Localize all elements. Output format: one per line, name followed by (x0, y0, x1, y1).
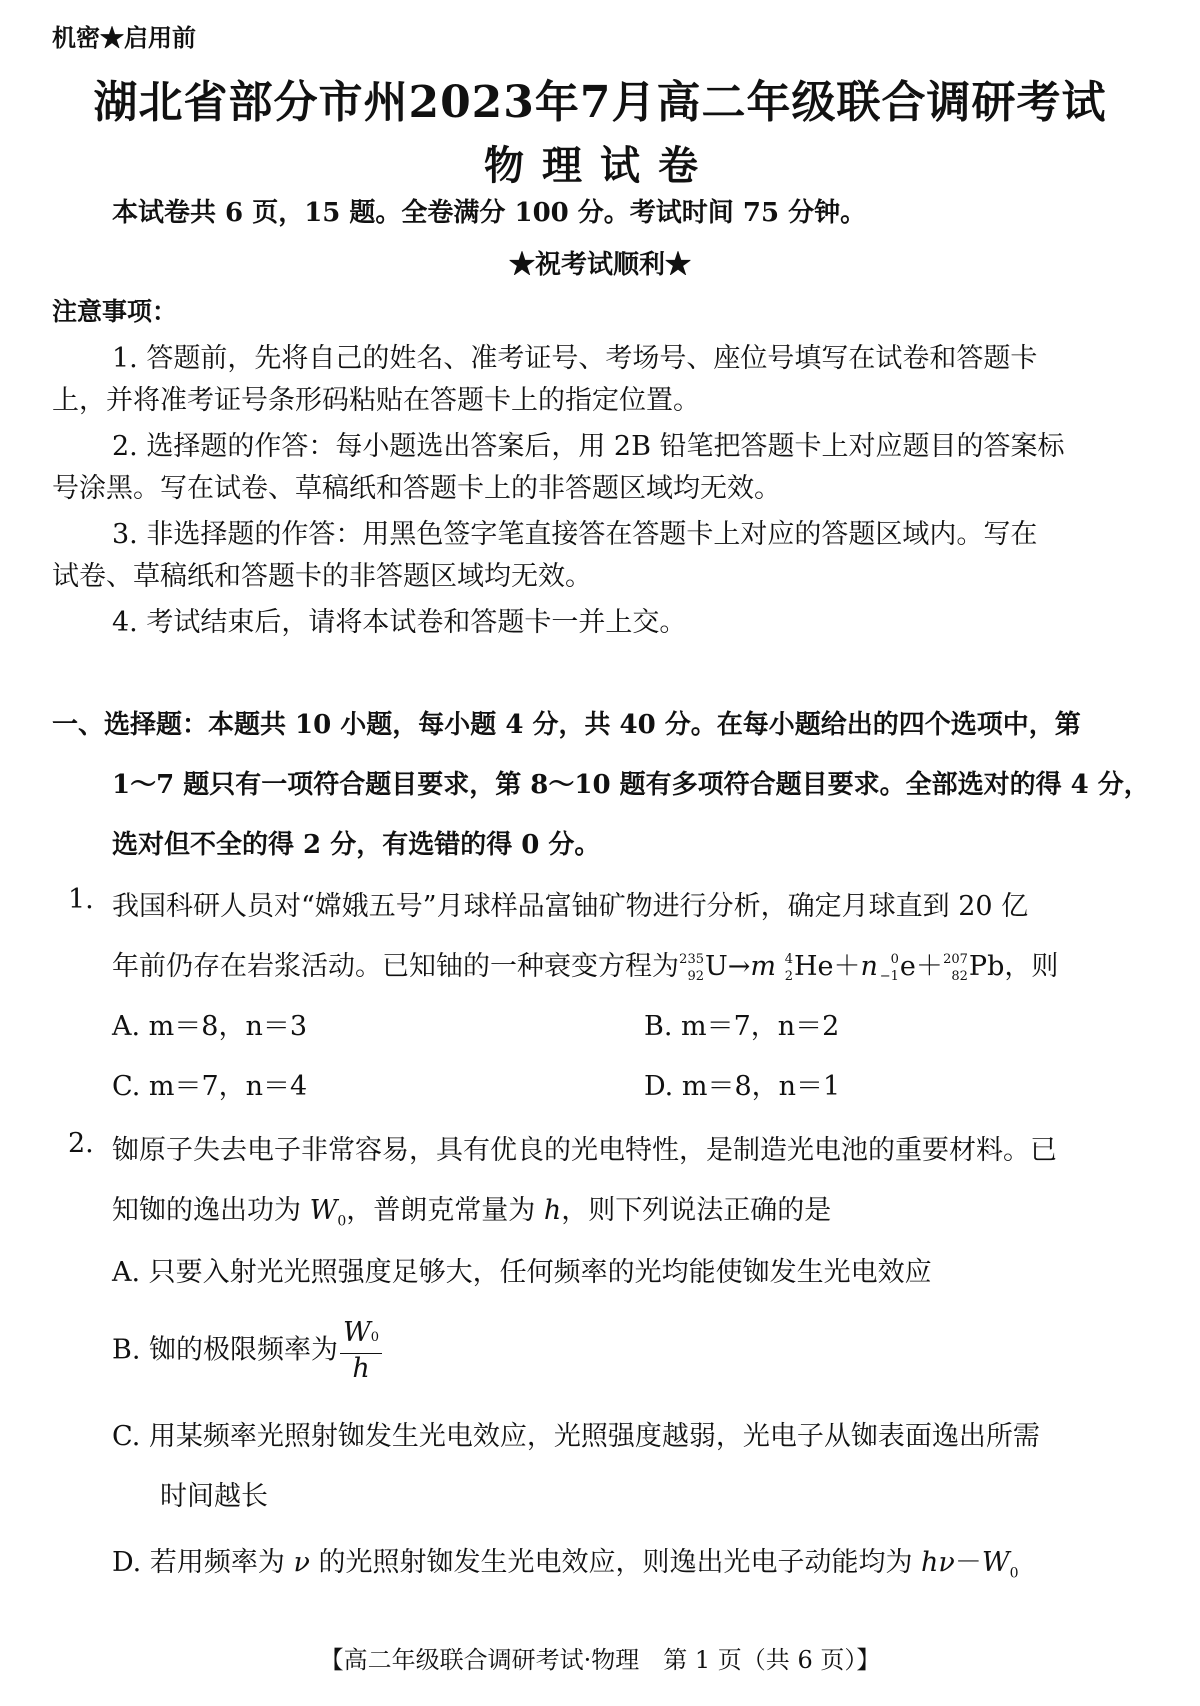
q1-option-a: A. m＝8，n＝3 (112, 1011, 308, 1042)
he-symbol: He (794, 951, 834, 982)
w-symbol: W (309, 1195, 338, 1226)
pb-symbol: Pb (968, 951, 1005, 982)
minus-sign: － (954, 1547, 982, 1578)
nu-symbol: ν (293, 1547, 310, 1578)
threshold-frequency-fraction (340, 1318, 382, 1384)
q2-number: 2. (68, 1128, 94, 1159)
exam-info: 本试卷共 6 页，15 题。全卷满分 100 分。考试时间 75 分钟。 (112, 198, 867, 228)
section1-line-1: 一、选择题：本题共 10 小题，每小题 4 分，共 40 分。在每小题给出的四个选项中，第 (52, 710, 1081, 740)
q1-line-2-text: 年前仍存在岩浆活动。已知铀的一种衰变方程为 (112, 951, 679, 982)
q1-line-2 (112, 944, 1058, 983)
h-nu-expr: hν (921, 1547, 955, 1578)
fraction-numerator (340, 1318, 382, 1354)
fraction-w-sub: 0 (370, 1330, 380, 1345)
q2-option-b-text: B. 铷的极限频率为 (112, 1334, 339, 1366)
q2-option-a: A. 只要入射光光照强度足够大，任何频率的光均能使铷发生光电效应 (112, 1257, 932, 1288)
pb-mass: 207 (943, 951, 968, 967)
q2-option-b (112, 1318, 384, 1384)
confidential-label: 机密★启用前 (52, 23, 196, 52)
exam-subtitle: 物理试卷 (484, 142, 716, 189)
section1-line-2: 1～7 题只有一项符合题目要求，第 8～10 题有多项符合题目要求。全部选对的得 4 分， (112, 770, 1150, 800)
q1-line-1: 我国科研人员对“嫦娥五号”月球样品富铀矿物进行分析，确定月球直到 20 亿 (112, 891, 1029, 922)
q2-line-1: 铷原子失去电子非常容易，具有优良的光电特性，是制造光电池的重要材料。已 (112, 1135, 1057, 1166)
q1-option-c: C. m＝7，n＝4 (112, 1071, 308, 1102)
pb-z: 82 (951, 968, 968, 984)
q2-line-2 (112, 1188, 831, 1229)
u-symbol: U (705, 951, 728, 982)
d-w-symbol: W (981, 1547, 1010, 1578)
notice-title: 注意事项： (52, 297, 178, 326)
notice-line-6: 试卷、草稿纸和答题卡的非答题区域均无效。 (52, 561, 592, 592)
q2-line-2a: 知铷的逸出功为 (112, 1195, 310, 1226)
q1-option-b: B. m＝7，n＝2 (644, 1011, 840, 1042)
uranium-nuclide (679, 953, 705, 983)
e-mass: 0 (890, 951, 899, 967)
notice-line-4: 号涂黑。写在试卷、草稿纸和答题卡上的非答题区域均无效。 (52, 473, 781, 504)
plus-1: ＋ (833, 951, 861, 982)
notice-line-7: 4. 考试结束后，请将本试卷和答题卡一并上交。 (112, 607, 687, 638)
w-subscript: 0 (337, 1213, 347, 1230)
q1-number: 1. (68, 884, 94, 915)
fraction-denominator: h (352, 1353, 370, 1384)
he-z: 2 (784, 968, 793, 984)
exam-wish: ★祝考试顺利★ (508, 250, 691, 280)
notice-line-1: 1. 答题前，先将自己的姓名、准考证号、考场号、座位号填写在试卷和答题卡 (112, 343, 1038, 374)
notice-line-5: 3. 非选择题的作答：用黑色签字笔直接答在答题卡上对应的答题区域内。写在 (112, 519, 1038, 550)
q1-option-d: D. m＝8，n＝1 (644, 1071, 841, 1102)
page-footer: 【高二年级联合调研考试·物理 第 1 页（共 6 页）】 (319, 1646, 881, 1674)
q2-line-2b: ，普朗克常量为 (346, 1195, 544, 1226)
q2-option-d (112, 1540, 1019, 1581)
plus-2: ＋ (915, 951, 943, 982)
lead-nuclide (943, 953, 969, 983)
e-symbol: e (899, 951, 916, 982)
fraction-w: W (343, 1317, 371, 1348)
n-var: n (860, 951, 878, 982)
d-w-subscript: 0 (1009, 1565, 1019, 1582)
q2-option-c-line-2: 时间越长 (160, 1481, 268, 1512)
q1-line-2-suffix: ，则 (1004, 951, 1059, 982)
m-var: m (750, 951, 776, 982)
he-mass: 4 (784, 951, 793, 967)
helium-nuclide (776, 953, 794, 983)
e-z: −1 (879, 968, 899, 984)
h-symbol: h (543, 1195, 562, 1226)
u-z: 92 (687, 968, 704, 984)
exam-title: 湖北省部分市州2023年7月高二年级联合调研考试 (93, 77, 1107, 128)
section1-line-3: 选对但不全的得 2 分，有选错的得 0 分。 (112, 830, 601, 860)
q2-line-2c: ，则下列说法正确的是 (561, 1195, 832, 1226)
arrow: → (727, 951, 751, 982)
q2-option-d-a: D. 若用频率为 (112, 1547, 294, 1578)
notice-line-3: 2. 选择题的作答：每小题选出答案后，用 2B 铅笔把答题卡上对应题目的答案标 (112, 431, 1065, 462)
q2-option-c-line-1: C. 用某频率光照射铷发生光电效应，光照强度越弱，光电子从铷表面逸出所需 (112, 1421, 1040, 1452)
q2-option-d-b: 的光照射铷发生光电效应，则逸出光电子动能均为 (309, 1547, 922, 1578)
electron-nuclide (878, 953, 900, 983)
notice-line-2: 上，并将准考证号条形码粘贴在答题卡上的指定位置。 (52, 385, 700, 416)
u-mass: 235 (679, 951, 704, 967)
